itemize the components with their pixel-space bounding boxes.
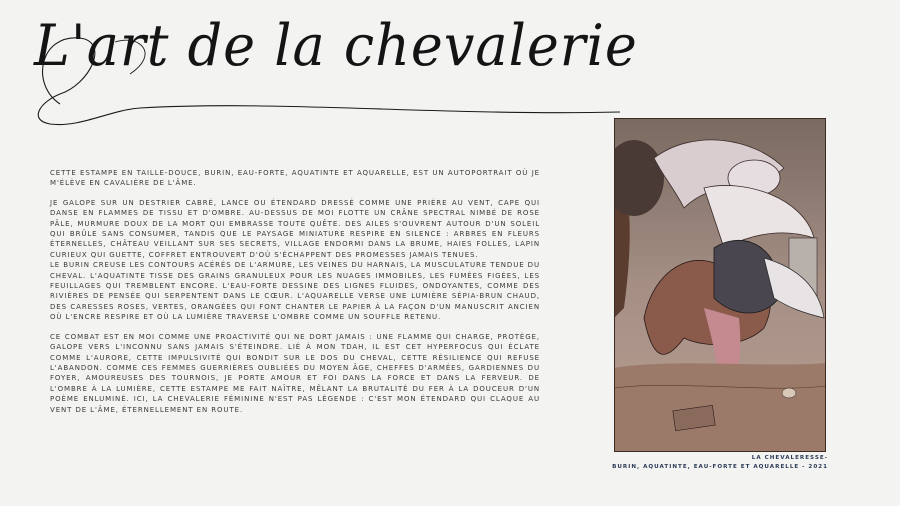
- caption-title: LA CHEVALERESSE-: [751, 455, 828, 461]
- paragraph-technique: LE BURIN CREUSE LES CONTOURS ACÉRÉS DE L'ARMURE, LES VEINES DU HARNAIS, LA MUSCULATURE TENDUE DU CHEVAL. L'AQUATINTE TISSE DES GRAINS GRANULEUX POUR LES NUAGES IMMOBILES, LES FUMÉES FIGÉES, LES FEUILLAGES QUI TREMBLENT ENCORE. L'EAU-FORTE DESSINE DES LIGNES FLUIDES, ONDOYANTES, COMME DES RIVIÈRES DE PENSÉE QUI SERPENTENT DANS LE CŒUR. L'AQUARELLE VERSE UNE LUMIÈRE SÉPIA-BRUN CHAUD, DES CARESSES ROSES, VERTES, ORANGÉES QUI FONT CHANTER LE PAPIER À LA FAÇON D'UN MANUSCRIT ANCIEN OÙ L'ENCRE RESPIRE ET OÙ LA LUMIÈRE TRAVERSE L'OMBRE COMME UN SOUFFLE RETENU.: [50, 261, 540, 322]
- artwork-caption: [508, 454, 828, 472]
- paragraph-gallop: JE GALOPE SUR UN DESTRIER CABRÉ, LANCE OU ÉTENDARD DRESSÉ COMME UNE PRIÈRE AU VENT, CAPE QUI DANSE EN FLAMMES DE TISSU ET D'OMBRE. AU-DESSUS DE MOI FLOTTE UN CRÂNE SPECTRAL NIMBÉ DE ROSE PÂLE, MURMURE DOUX DE LA MORT QUI EMBRASSE TOUTE QUÊTE. DES AILES S'OUVRENT AUTOUR D'UN SOLEIL QUI BRÛLE SANS CONSUMER, TANDIS QUE LE PAYSAGE MINIATURE RESPIRE EN SILENCE : ARBRES EN FLEURS ÉTERNELLES, CHÂTEAU VEILLANT SUR SES SECRETS, VILLAGE ENDORMI DANS LA BRUME, HAIES FOLLES, LAPIN CURIEUX QUI GUETTE, COFFRET ENTROUVERT D'OÙ S'ÉCHAPPENT DES PROMESSES JAMAIS TENUES.: [50, 198, 540, 259]
- paragraph-intro: CETTE ESTAMPE EN TAILLE-DOUCE, BURIN, EAU-FORTE, AQUATINTE ET AQUARELLE, EST UN AUTOPORTRAIT OÙ JE M'ÉLÈVE EN CAVALIÈRE DE L'ÂME.: [50, 169, 540, 188]
- caption-medium: BURIN, AQUATINTE, EAU-FORTE ET AQUARELLE - 2021: [612, 464, 828, 470]
- page-title: L'art de la chevalerie: [34, 12, 638, 79]
- artwork-image: [614, 118, 826, 452]
- description-text: [50, 168, 540, 415]
- paragraph-combat: CE COMBAT EST EN MOI COMME UNE PROACTIVITÉ QUI NE DORT JAMAIS : UNE FLAMME QUI CHARGE, PROTÈGE, GALOPE VERS L'INCONNU SANS JAMAIS S'ÉTEINDRE. LIÉ À MON TDAH, IL EST CET HYPERFOCUS QUI ÉCLATE COMME L'AURORE, CETTE IMPULSIVITÉ QUI BONDIT SUR LE DOS DU CHEVAL, CETTE RÉSILIENCE QUI REFUSE L'ABANDON. COMME CES FEMMES GUERRIÈRES OUBLIÉES DU MOYEN ÂGE, CHEFFES D'ARMÉES, GARDIENNES DU FOYER, AMOUREUSES DES TOURNOIS, JE PORTE AMOUR ET FOI DANS LA FORCE ET DANS LA FERVEUR. DE L'OMBRE À LA LUMIÈRE, CETTE ESTAMPE ME FAIT NAÎTRE, MÊLANT LA BRUTALITÉ DU FER À LA DOUCEUR D'UN POÈME ENLUMINÉ. ICI, LA CHEVALERIE FÉMININE N'EST PAS LÉGENDE : C'EST MON ÉTENDARD QUI CLAQUE AU VENT DE L'ÂME, ÉTERNELLEMENT EN ROUTE.: [50, 332, 540, 414]
